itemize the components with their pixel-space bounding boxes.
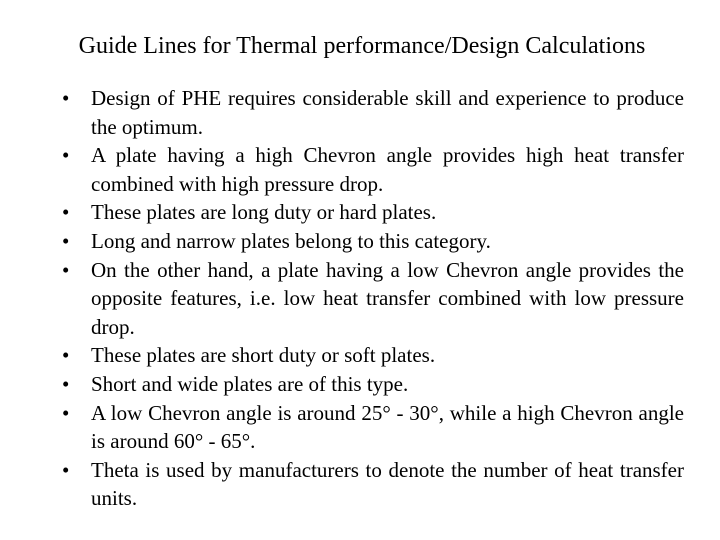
bullet-dot-icon: • xyxy=(62,343,70,368)
bullet-dot-icon: • xyxy=(62,228,70,253)
bullet-item xyxy=(57,256,684,342)
bullet-item xyxy=(57,198,684,227)
bullet-item xyxy=(57,227,684,256)
bullet-item xyxy=(57,84,684,141)
bullet-dot-icon: • xyxy=(62,86,70,110)
bullet-dot-icon: • xyxy=(62,257,70,282)
bullet-text: A plate having a high Chevron angle provides high heat transfer combined with high pressure drop. xyxy=(91,143,684,196)
bullet-text: Long and narrow plates belong to this category. xyxy=(91,228,491,253)
bullet-dot-icon: • xyxy=(62,457,70,482)
bullet-text: These plates are short duty or soft plates. xyxy=(91,343,436,368)
bullet-text: A low Chevron angle is around 25° - 30°, while a high Chevron angle is around 60° - 65°. xyxy=(91,400,684,454)
bullet-item xyxy=(57,341,684,370)
bullet-item xyxy=(57,141,684,198)
bullet-text: Design of PHE requires considerable skill and experience to produce the optimum. xyxy=(91,86,684,139)
bullet-dot-icon: • xyxy=(62,143,70,168)
bullet-item xyxy=(57,370,684,399)
bullet-dot-icon: • xyxy=(62,200,70,225)
bullet-dot-icon: • xyxy=(62,371,70,396)
bullet-item xyxy=(57,456,684,513)
bullet-item xyxy=(57,399,684,456)
bullet-text: On the other hand, a plate having a low Chevron angle provides the opposite features, i.e. low heat transfer combined with low pressure drop. xyxy=(91,257,684,339)
bullet-text: Short and wide plates are of this type. xyxy=(91,371,409,396)
bullet-dot-icon: • xyxy=(62,400,70,425)
bullet-text: Theta is used by manufacturers to denote the number of heat transfer units. xyxy=(91,457,684,511)
slide-title: Guide Lines for Thermal performance/Design Calculations xyxy=(78,33,646,59)
bullet-text: These plates are long duty or hard plates. xyxy=(91,200,437,225)
bullet-list xyxy=(57,84,684,513)
